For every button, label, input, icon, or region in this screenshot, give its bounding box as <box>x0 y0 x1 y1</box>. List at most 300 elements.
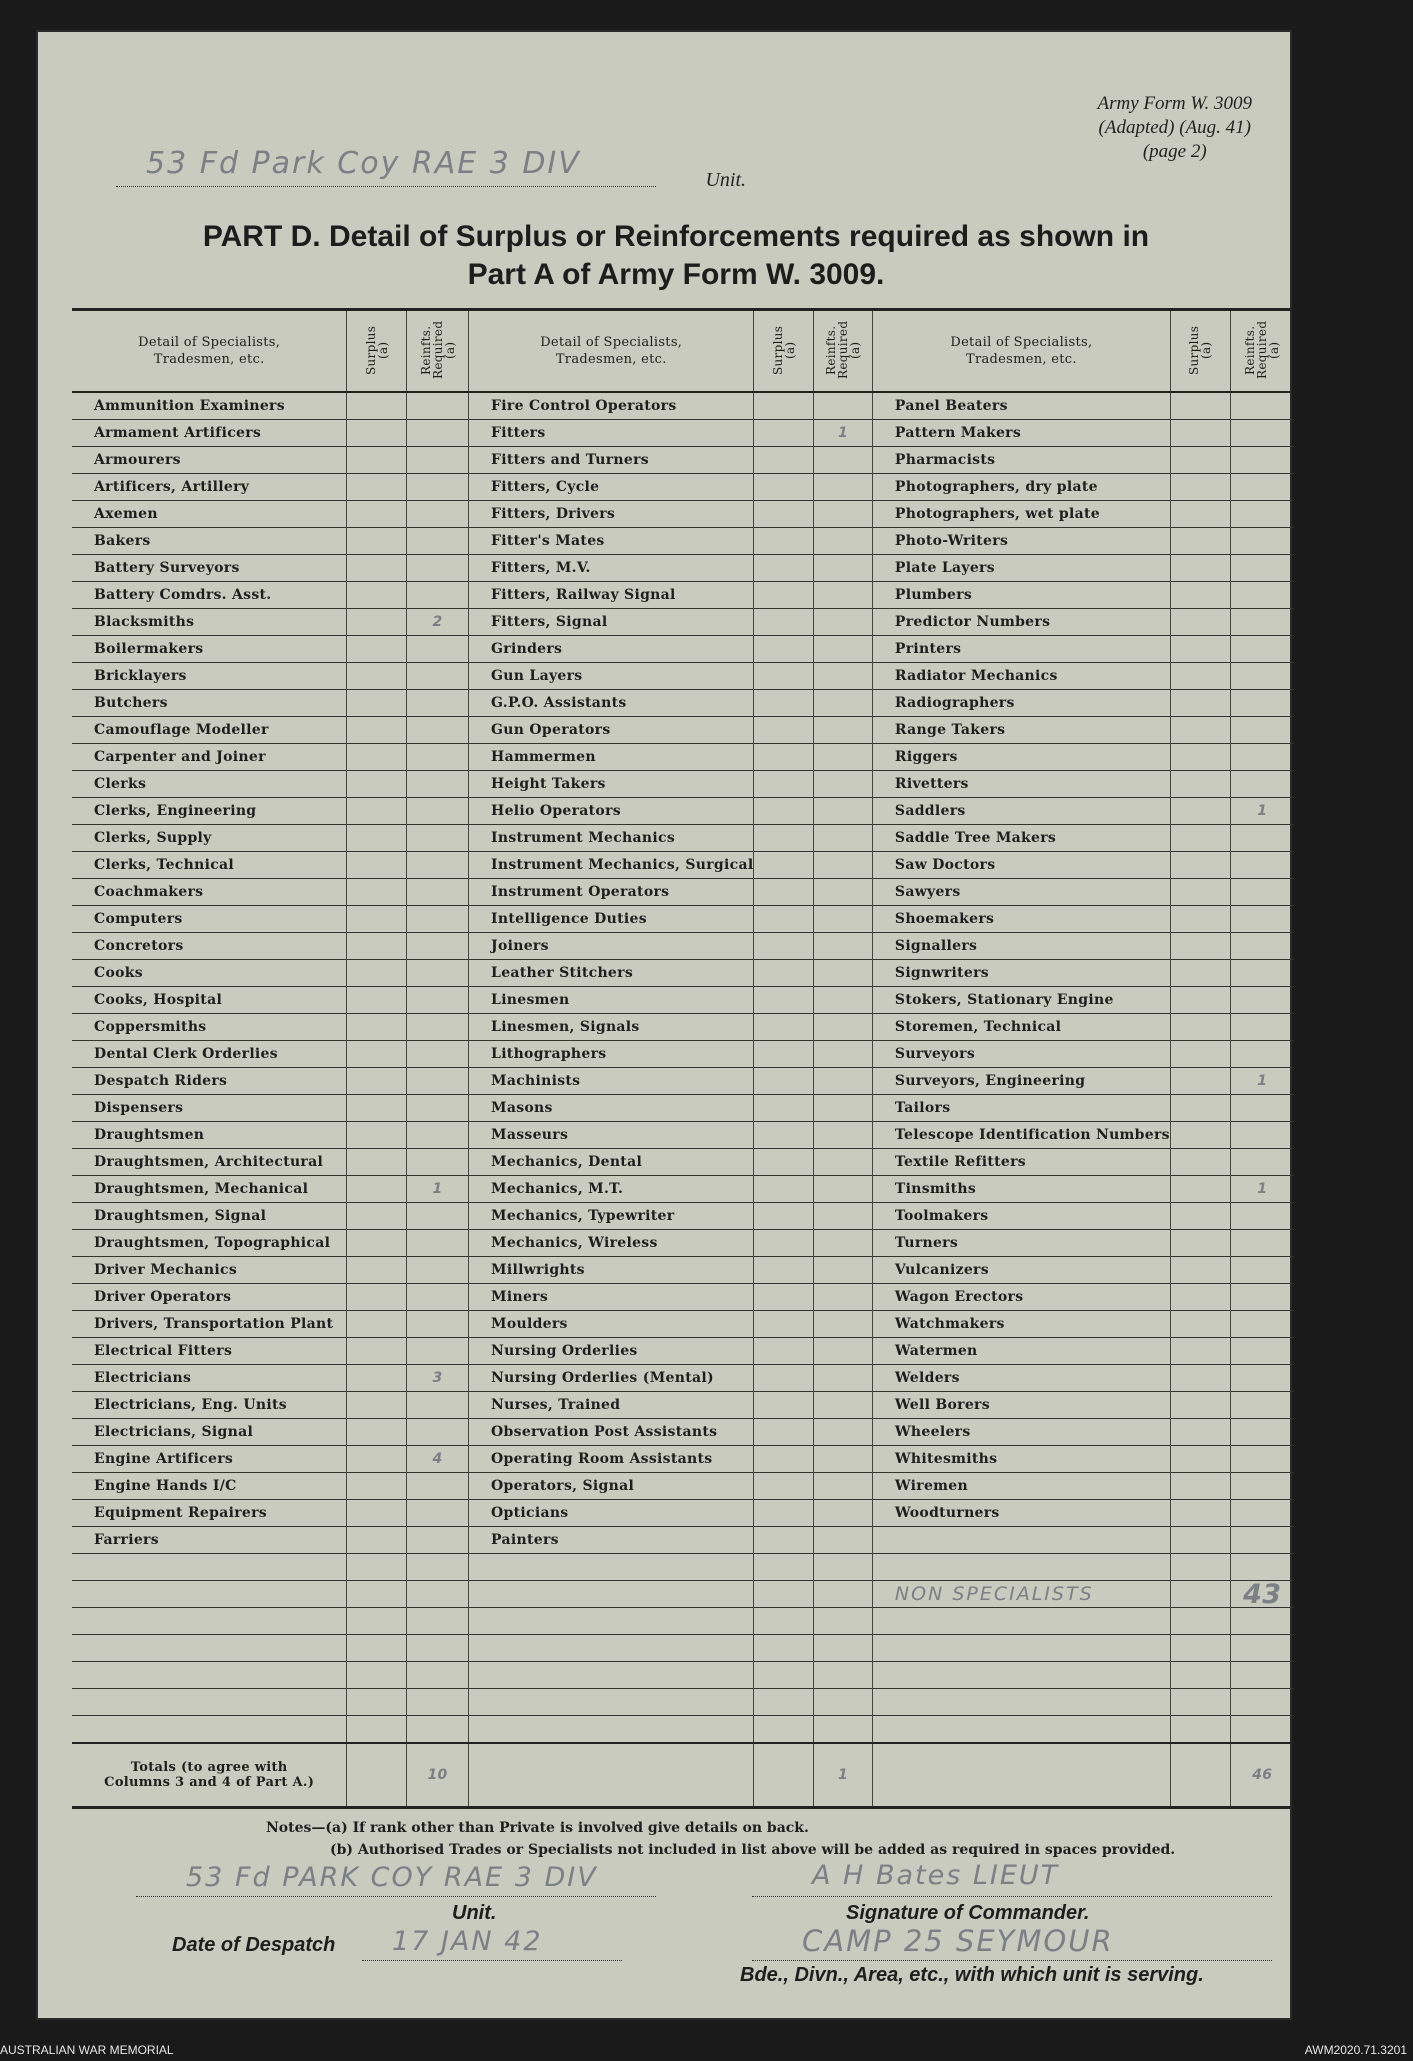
specialist-name <box>872 1554 1170 1581</box>
specialist-name: Instrument Operators <box>469 879 754 906</box>
specialist-name: Predictor Numbers <box>872 609 1170 636</box>
reinfts-cell <box>1230 852 1294 879</box>
surplus-cell <box>754 825 814 852</box>
surplus-cell <box>1170 392 1230 420</box>
surplus-cell <box>347 447 407 474</box>
reinfts-cell <box>1230 1662 1294 1689</box>
reinfts-cell <box>1230 1689 1294 1716</box>
reinfts-cell <box>814 879 873 906</box>
specialist-name: Clerks, Technical <box>72 852 347 879</box>
reinfts-cell <box>407 717 469 744</box>
table-row <box>72 825 1294 852</box>
reinfts-cell <box>407 1284 469 1311</box>
reinfts-cell <box>407 1311 469 1338</box>
reinfts-cell <box>407 1041 469 1068</box>
unit-label: Unit. <box>705 169 746 191</box>
surplus-cell <box>347 636 407 663</box>
table-row <box>72 1284 1294 1311</box>
reinfts-cell <box>407 1716 469 1744</box>
reinfts-cell <box>1230 1095 1294 1122</box>
reinfts-cell: 3 <box>407 1365 469 1392</box>
reinfts-cell <box>1230 1311 1294 1338</box>
specialist-name: Concretors <box>72 933 347 960</box>
specialist-name: Plumbers <box>872 582 1170 609</box>
specialist-name: Masons <box>469 1095 754 1122</box>
reinfts-cell <box>1230 582 1294 609</box>
total-col3: 46 <box>1230 1743 1294 1808</box>
surplus-cell <box>347 1500 407 1527</box>
specialist-name: Tinsmiths <box>872 1176 1170 1203</box>
specialist-name: Whitesmiths <box>872 1446 1170 1473</box>
specialist-name: Instrument Mechanics <box>469 825 754 852</box>
specialist-name: Leather Stitchers <box>469 960 754 987</box>
header-reinfts: Reinfts. Required (a) <box>407 310 469 393</box>
specialist-name <box>469 1635 754 1662</box>
specialist-name: Axemen <box>72 501 347 528</box>
reinfts-cell <box>814 852 873 879</box>
surplus-cell <box>754 1581 814 1608</box>
specialist-name: NON SPECIALISTS <box>872 1581 1170 1608</box>
totals-blank <box>469 1743 754 1808</box>
specialist-name: Signwriters <box>872 960 1170 987</box>
date-field: 17 JAN 42 <box>362 1920 622 1961</box>
reinfts-cell <box>1230 879 1294 906</box>
reinfts-cell <box>407 1473 469 1500</box>
reinfts-cell <box>1230 663 1294 690</box>
specialist-name: Fitter's Mates <box>469 528 754 555</box>
reinfts-cell <box>814 1311 873 1338</box>
surplus-cell <box>754 852 814 879</box>
surplus-cell <box>754 1149 814 1176</box>
reinfts-cell <box>814 1365 873 1392</box>
reinfts-cell <box>407 906 469 933</box>
specialist-name: Camouflage Modeller <box>72 717 347 744</box>
surplus-cell <box>347 555 407 582</box>
specialist-name: Moulders <box>469 1311 754 1338</box>
specialist-name: Coppersmiths <box>72 1014 347 1041</box>
specialist-name: Bakers <box>72 528 347 555</box>
specialist-name: Radiographers <box>872 690 1170 717</box>
surplus-cell <box>754 1365 814 1392</box>
archive-reference: AWM2020.71.3201 <box>1304 2043 1407 2057</box>
reinfts-cell <box>1230 1635 1294 1662</box>
specialist-name: Watchmakers <box>872 1311 1170 1338</box>
surplus-cell <box>347 1014 407 1041</box>
reinfts-cell <box>814 663 873 690</box>
surplus-cell <box>1170 1284 1230 1311</box>
surplus-cell <box>754 636 814 663</box>
table-row <box>72 663 1294 690</box>
specialist-name: Draughtsmen <box>72 1122 347 1149</box>
surplus-cell <box>754 392 814 420</box>
table-row <box>72 501 1294 528</box>
specialist-name: Pharmacists <box>872 447 1170 474</box>
reinfts-cell <box>407 1500 469 1527</box>
surplus-cell <box>347 1689 407 1716</box>
specialist-name: Surveyors, Engineering <box>872 1068 1170 1095</box>
reinfts-cell <box>814 1392 873 1419</box>
table-row <box>72 1392 1294 1419</box>
surplus-cell <box>754 771 814 798</box>
reinfts-cell <box>1230 1149 1294 1176</box>
specialist-name <box>469 1716 754 1744</box>
surplus-cell <box>754 1662 814 1689</box>
surplus-cell <box>347 933 407 960</box>
specialist-name: Farriers <box>72 1527 347 1554</box>
table-row <box>72 555 1294 582</box>
reinfts-cell <box>407 1257 469 1284</box>
specialist-name: Observation Post Assistants <box>469 1419 754 1446</box>
table-row <box>72 636 1294 663</box>
surplus-cell <box>1170 447 1230 474</box>
reinfts-cell <box>407 1662 469 1689</box>
reinfts-cell: 1 <box>1230 1068 1294 1095</box>
reinfts-cell <box>407 987 469 1014</box>
specialist-name: Printers <box>872 636 1170 663</box>
reinfts-cell <box>1230 1392 1294 1419</box>
reinfts-cell <box>1230 447 1294 474</box>
date-label: Date of Despatch <box>172 1934 336 1956</box>
surplus-cell <box>347 1284 407 1311</box>
reinfts-cell <box>814 1338 873 1365</box>
surplus-cell <box>754 690 814 717</box>
specialist-name: Driver Operators <box>72 1284 347 1311</box>
specialist-name: Woodturners <box>872 1500 1170 1527</box>
surplus-cell <box>347 1068 407 1095</box>
reinfts-cell <box>814 1527 873 1554</box>
table-row <box>72 1662 1294 1689</box>
surplus-cell <box>347 1257 407 1284</box>
specialist-name <box>872 1635 1170 1662</box>
specialist-name: Nursing Orderlies <box>469 1338 754 1365</box>
specialist-name: Nursing Orderlies (Mental) <box>469 1365 754 1392</box>
surplus-cell <box>754 1608 814 1635</box>
specialist-name: Fitters, M.V. <box>469 555 754 582</box>
reinfts-cell: 43 <box>1230 1581 1294 1608</box>
surplus-cell <box>1170 1716 1230 1744</box>
surplus-cell <box>1170 1554 1230 1581</box>
surplus-cell <box>347 1527 407 1554</box>
table-row <box>72 771 1294 798</box>
surplus-cell <box>754 1635 814 1662</box>
specialist-name <box>72 1554 347 1581</box>
specialist-name <box>872 1662 1170 1689</box>
table-row <box>72 1581 1294 1608</box>
reinfts-cell <box>814 1662 873 1689</box>
reinfts-cell <box>407 1554 469 1581</box>
surplus-cell <box>347 717 407 744</box>
surplus-cell <box>347 392 407 420</box>
reinfts-cell <box>407 1608 469 1635</box>
totals-row <box>72 1743 1294 1808</box>
reinfts-cell <box>814 555 873 582</box>
table-row <box>72 1203 1294 1230</box>
surplus-cell <box>1170 1338 1230 1365</box>
surplus-cell <box>1170 744 1230 771</box>
reinfts-cell <box>407 392 469 420</box>
reinfts-cell <box>1230 1608 1294 1635</box>
reinfts-cell <box>814 1419 873 1446</box>
specialist-name: Equipment Repairers <box>72 1500 347 1527</box>
surplus-cell <box>754 1068 814 1095</box>
surplus-cell <box>754 1527 814 1554</box>
reinfts-cell <box>1230 528 1294 555</box>
specialist-name: Grinders <box>469 636 754 663</box>
table-row <box>72 879 1294 906</box>
reinfts-cell <box>407 1149 469 1176</box>
reinfts-cell: 2 <box>407 609 469 636</box>
surplus-cell <box>754 717 814 744</box>
unit-label-bottom: Unit. <box>452 1902 497 1924</box>
reinfts-cell <box>814 1095 873 1122</box>
specialist-name: Computers <box>72 906 347 933</box>
unit-handwritten: 53 Fd Park Coy RAE 3 DIV <box>146 146 581 181</box>
reinfts-cell <box>1230 1338 1294 1365</box>
surplus-cell <box>347 825 407 852</box>
specialist-name <box>72 1581 347 1608</box>
specialist-name: Fitters, Drivers <box>469 501 754 528</box>
reinfts-cell <box>407 1581 469 1608</box>
reinfts-cell <box>407 1203 469 1230</box>
surplus-cell <box>347 1149 407 1176</box>
surplus-cell <box>1170 1095 1230 1122</box>
surplus-cell <box>754 1176 814 1203</box>
surplus-cell <box>347 1365 407 1392</box>
surplus-cell <box>347 420 407 447</box>
reinfts-cell <box>814 1014 873 1041</box>
specialist-name: Clerks, Supply <box>72 825 347 852</box>
specialist-name: Operators, Signal <box>469 1473 754 1500</box>
surplus-cell <box>754 420 814 447</box>
specialist-name <box>469 1608 754 1635</box>
reinfts-cell <box>1230 501 1294 528</box>
specialist-name: Electricians, Eng. Units <box>72 1392 347 1419</box>
reinfts-cell <box>1230 1284 1294 1311</box>
reinfts-cell <box>1230 1500 1294 1527</box>
surplus-cell <box>754 1311 814 1338</box>
reinfts-cell <box>407 1392 469 1419</box>
surplus-cell <box>347 1716 407 1744</box>
reinfts-cell <box>1230 392 1294 420</box>
table-row <box>72 1500 1294 1527</box>
specialist-name: Electrical Fitters <box>72 1338 347 1365</box>
table-row <box>72 744 1294 771</box>
reinfts-cell <box>814 474 873 501</box>
reinfts-cell <box>407 1689 469 1716</box>
reinfts-cell <box>1230 636 1294 663</box>
reinfts-cell <box>407 636 469 663</box>
table-row <box>72 798 1294 825</box>
table-row <box>72 582 1294 609</box>
surplus-cell <box>754 1338 814 1365</box>
reinfts-cell <box>814 1041 873 1068</box>
reinfts-cell <box>1230 825 1294 852</box>
reinfts-cell <box>407 474 469 501</box>
specialist-name: Watermen <box>872 1338 1170 1365</box>
reinfts-cell <box>814 447 873 474</box>
reinfts-cell <box>1230 1527 1294 1554</box>
surplus-cell <box>754 1716 814 1744</box>
specialist-name: Millwrights <box>469 1257 754 1284</box>
reinfts-cell <box>407 420 469 447</box>
reinfts-cell <box>407 1230 469 1257</box>
reinfts-cell <box>1230 1203 1294 1230</box>
specialist-name: Masseurs <box>469 1122 754 1149</box>
table-row <box>72 1608 1294 1635</box>
specialist-name: G.P.O. Assistants <box>469 690 754 717</box>
surplus-cell <box>754 447 814 474</box>
surplus-cell <box>1170 1608 1230 1635</box>
specialist-name: Riggers <box>872 744 1170 771</box>
surplus-cell <box>1170 933 1230 960</box>
table-row <box>72 474 1294 501</box>
surplus-cell <box>754 1041 814 1068</box>
surplus-cell <box>1170 1392 1230 1419</box>
specialist-name: Cooks, Hospital <box>72 987 347 1014</box>
reinfts-cell <box>814 906 873 933</box>
specialist-name: Opticians <box>469 1500 754 1527</box>
reinfts-cell <box>407 690 469 717</box>
surplus-cell <box>1170 636 1230 663</box>
page-title: PART D. Detail of Surplus or Reinforcements required as shown in Part A of Army Form W. 3009. <box>202 220 1150 291</box>
reinfts-cell: 1 <box>407 1176 469 1203</box>
reinfts-cell: 1 <box>1230 1176 1294 1203</box>
surplus-cell <box>754 879 814 906</box>
surplus-cell <box>1170 1311 1230 1338</box>
table-row <box>72 717 1294 744</box>
table-row <box>72 1311 1294 1338</box>
specialist-name <box>469 1662 754 1689</box>
reinfts-cell <box>814 1176 873 1203</box>
specialist-name: Radiator Mechanics <box>872 663 1170 690</box>
reinfts-cell <box>1230 690 1294 717</box>
surplus-cell <box>754 555 814 582</box>
table-row <box>72 609 1294 636</box>
specialist-name: Turners <box>872 1230 1170 1257</box>
specialist-name <box>72 1662 347 1689</box>
header-surplus: Surplus (a) <box>347 310 407 393</box>
header-surplus: Surplus (a) <box>754 310 814 393</box>
reinfts-cell <box>814 798 873 825</box>
surplus-cell <box>347 744 407 771</box>
surplus-cell <box>347 987 407 1014</box>
specialist-name: Carpenter and Joiner <box>72 744 347 771</box>
header-detail: Detail of Specialists, Tradesmen, etc. <box>72 310 347 393</box>
reinfts-cell <box>814 933 873 960</box>
surplus-cell <box>347 609 407 636</box>
specialist-name: Artificers, Artillery <box>72 474 347 501</box>
surplus-cell <box>347 582 407 609</box>
table-row <box>72 1527 1294 1554</box>
reinfts-cell <box>814 1581 873 1608</box>
surplus-cell <box>347 1176 407 1203</box>
table-row <box>72 906 1294 933</box>
surplus-cell <box>754 1473 814 1500</box>
specialist-name: Armourers <box>72 447 347 474</box>
specialist-name: Gun Layers <box>469 663 754 690</box>
reinfts-cell <box>407 771 469 798</box>
surplus-cell <box>347 501 407 528</box>
surplus-cell <box>347 798 407 825</box>
specialist-name: Wagon Erectors <box>872 1284 1170 1311</box>
table-row <box>72 933 1294 960</box>
specialist-name: Mechanics, Wireless <box>469 1230 754 1257</box>
reinfts-cell <box>407 1014 469 1041</box>
specialist-name: Blacksmiths <box>72 609 347 636</box>
table-header-row <box>72 310 1294 393</box>
specialist-name <box>72 1608 347 1635</box>
surplus-cell <box>1170 1743 1230 1808</box>
reinfts-cell <box>1230 987 1294 1014</box>
surplus-cell <box>1170 906 1230 933</box>
surplus-cell <box>1170 1257 1230 1284</box>
surplus-cell <box>1170 474 1230 501</box>
specialist-name <box>469 1689 754 1716</box>
surplus-cell <box>754 1230 814 1257</box>
surplus-cell <box>347 906 407 933</box>
reinfts-cell <box>814 1230 873 1257</box>
specialist-name: Photographers, wet plate <box>872 501 1170 528</box>
surplus-cell <box>347 1203 407 1230</box>
reinfts-cell <box>814 1473 873 1500</box>
surplus-cell <box>1170 987 1230 1014</box>
surplus-cell <box>754 1554 814 1581</box>
reinfts-cell <box>814 1149 873 1176</box>
reinfts-cell <box>814 771 873 798</box>
reinfts-cell <box>814 609 873 636</box>
header-detail: Detail of Specialists, Tradesmen, etc. <box>872 310 1170 393</box>
specialist-name: Welders <box>872 1365 1170 1392</box>
surplus-cell <box>754 1392 814 1419</box>
surplus-cell <box>754 906 814 933</box>
surplus-cell <box>1170 1365 1230 1392</box>
reinfts-cell <box>407 1122 469 1149</box>
surplus-cell <box>347 1743 407 1808</box>
surplus-cell <box>347 474 407 501</box>
reinfts-cell <box>814 960 873 987</box>
specialist-name: Fitters <box>469 420 754 447</box>
specialist-name: Saddle Tree Makers <box>872 825 1170 852</box>
reinfts-cell <box>814 1716 873 1744</box>
reinfts-cell <box>1230 771 1294 798</box>
surplus-cell <box>754 798 814 825</box>
specialist-name: Clerks <box>72 771 347 798</box>
reinfts-cell <box>1230 1446 1294 1473</box>
surplus-cell <box>754 1122 814 1149</box>
surplus-cell <box>1170 1446 1230 1473</box>
reinfts-cell <box>1230 1230 1294 1257</box>
table-row <box>72 1473 1294 1500</box>
surplus-cell <box>1170 1527 1230 1554</box>
table-row <box>72 1689 1294 1716</box>
reinfts-cell <box>1230 717 1294 744</box>
specialist-name: Wheelers <box>872 1419 1170 1446</box>
surplus-cell <box>1170 960 1230 987</box>
specialist-name: Surveyors <box>872 1041 1170 1068</box>
specialist-name: Storemen, Technical <box>872 1014 1170 1041</box>
reinfts-cell <box>407 825 469 852</box>
surplus-cell <box>347 1041 407 1068</box>
reinfts-cell <box>407 501 469 528</box>
specialist-name: Rivetters <box>872 771 1170 798</box>
totals-blank <box>872 1743 1170 1808</box>
surplus-cell <box>347 1446 407 1473</box>
specialist-name: Wiremen <box>872 1473 1170 1500</box>
table-row <box>72 392 1294 420</box>
surplus-cell <box>347 1608 407 1635</box>
table-row <box>72 960 1294 987</box>
specialist-name: Mechanics, M.T. <box>469 1176 754 1203</box>
